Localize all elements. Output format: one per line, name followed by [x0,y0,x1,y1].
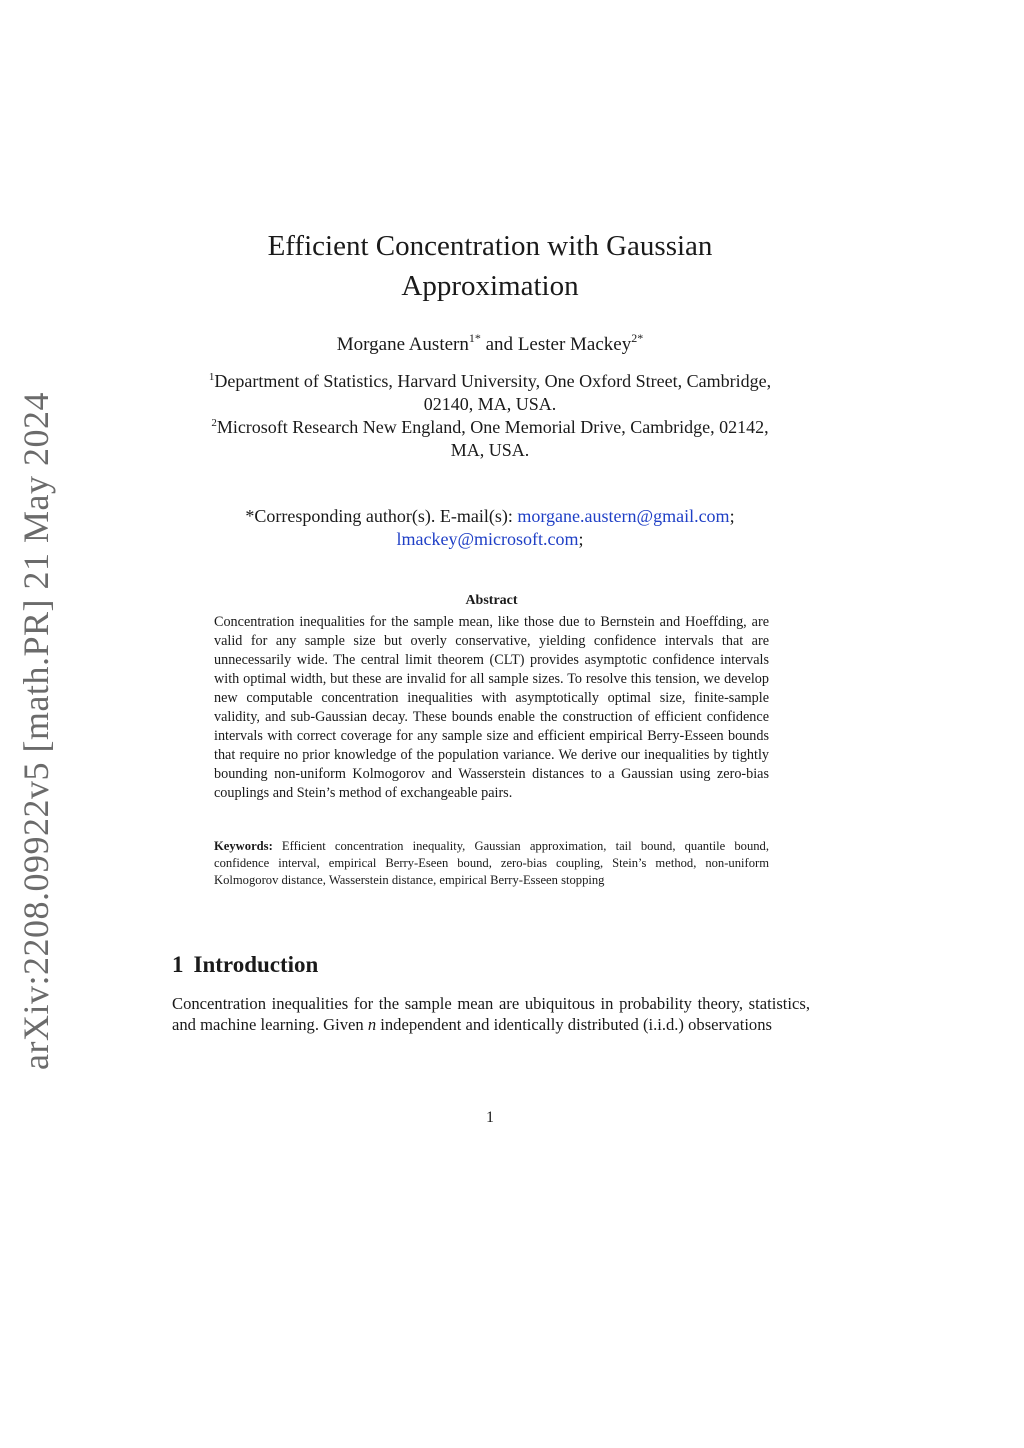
abstract-body: Concentration inequalities for the sample mean, like those due to Bernstein and Hoeffding, are valid for any sample size but overly conservative, yielding confidence intervals that are unnecessarily wide. The central limit theorem (CLT) provides asymptotic confidence intervals with optimal width, but these are invalid for all sample sizes. To resolve this tension, we develop new computable concentration inequalities with asymptotically optimal size, finite-sample validity, and sub-Gaussian decay. These bounds enable the construction of efficient confidence intervals with correct coverage for any sample size and efficient empirical Berry-Esseen bounds that require no prior knowledge of the population variance. We derive our inequalities by tightly bounding non-uniform Kolmogorov and Wasserstein distances to a Gaussian using zero-bias couplings and Stein’s method of exchangeable pairs. [214,614,769,801]
arxiv-identifier-stamp: arXiv:2208.09922v5 [math.PR] 21 May 2024 [16,392,56,1070]
math-variable-n: n [367,1015,377,1034]
affiliation-2-line-1: Microsoft Research New England, One Memorial Drive, Cambridge, 02142, [216,417,769,437]
affiliation-1 [190,370,790,416]
section-heading-introduction [172,950,318,980]
paper-title-line-1: Efficient Concentration with Gaussian [267,230,713,262]
affiliation-2-line-2: MA, USA. [450,440,530,460]
email-separator-2: ; [578,529,584,549]
keywords-text: Efficient concentration inequality, Gaussian approximation, tail bound, quantile bound, confidence interval, empirical Berry-Eseen bound, zero-bias coupling, Stein’s method, non-uniform Kolmogorov distance, Wasserstein distance, empirical Berry-Esseen stopping [214,839,769,887]
paper-title-line-2: Approximation [401,270,579,302]
author-2-mark: 2* [631,331,644,345]
affiliations [190,370,790,462]
email-link-mackey[interactable]: lmackey@microsoft.com [396,529,579,549]
affiliation-1-line-2: 02140, MA, USA. [423,394,557,414]
keywords [214,838,769,889]
paper-title [190,226,790,306]
affiliation-1-mark: 1 [208,371,215,383]
intro-text-before: Concentration inequalities for the sample mean are ubiquitous in probability theory, statistics, and machine learning. Given [172,994,810,1034]
email-separator-1: ; [729,506,735,526]
introduction-paragraph [172,993,810,1035]
intro-text-after: independent and identically distributed (i.i.d.) observations [376,1015,772,1034]
corresponding-label: *Corresponding author(s). E-mail(s): [245,506,518,526]
corresponding-authors [190,505,790,551]
author-list [190,332,790,358]
abstract-heading: Abstract [465,593,518,608]
email-link-austern[interactable]: morgane.austern@gmail.com [517,506,730,526]
author-1-name: Morgane Austern [336,334,469,355]
author-conjunction: and [480,334,518,355]
keywords-label: Keywords: [214,839,273,853]
author-1-mark: 1* [468,331,481,345]
section-title: Introduction [193,952,319,977]
affiliation-1-line-1: Department of Statistics, Harvard University, One Oxford Street, Cambridge, [214,371,772,391]
affiliation-2-mark: 2 [211,417,217,429]
section-number: 1 [172,952,184,977]
affiliation-2 [190,416,790,462]
author-2-name: Lester Mackey [517,334,632,355]
page-number: 1 [486,1109,494,1126]
